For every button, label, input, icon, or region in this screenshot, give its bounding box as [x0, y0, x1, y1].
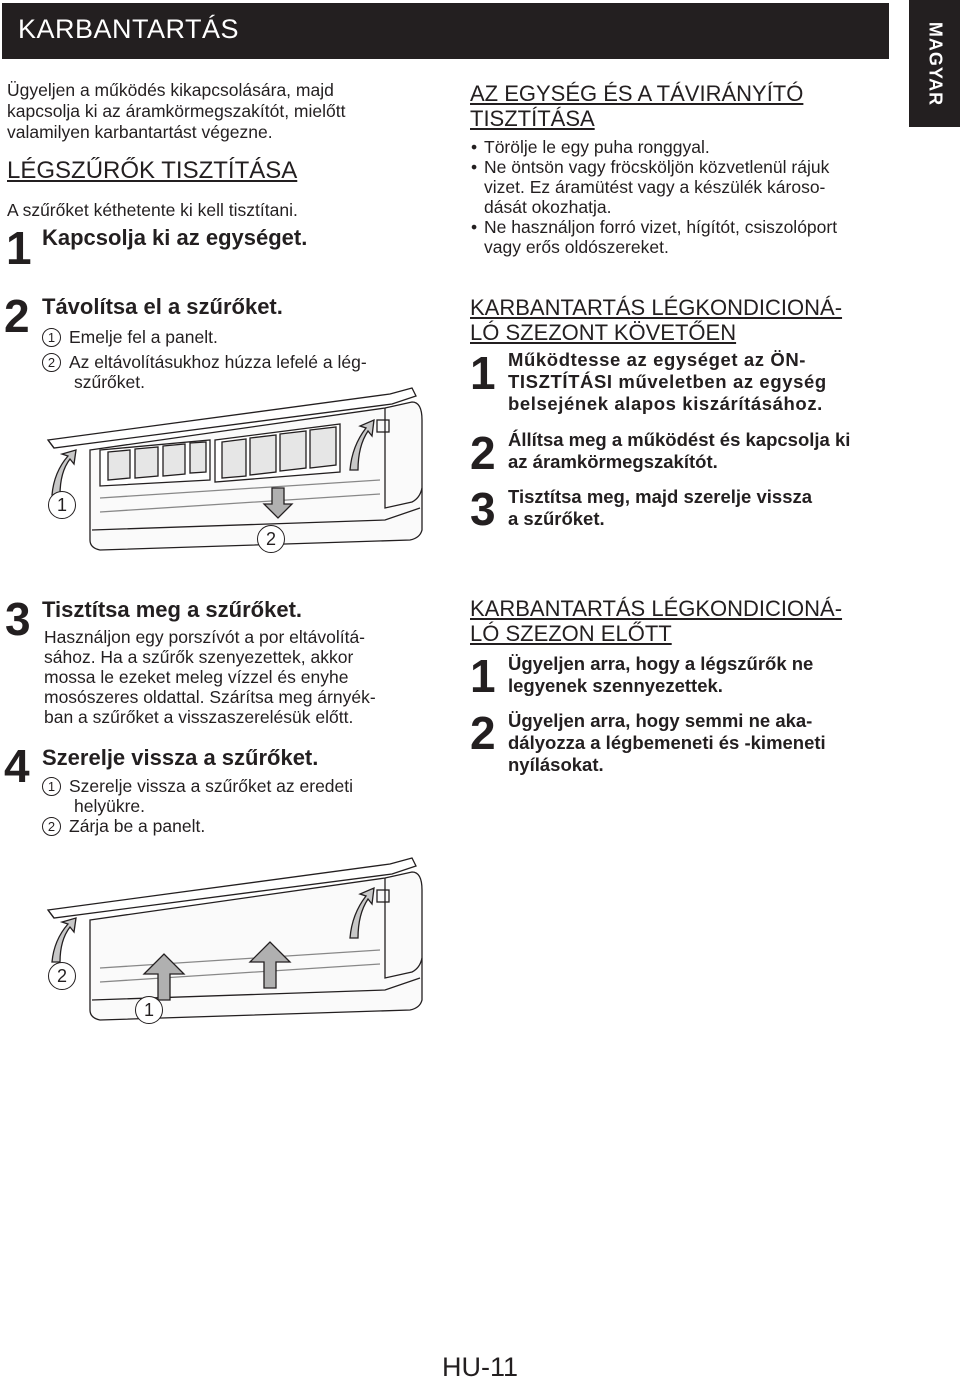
unit-cleaning-list	[484, 137, 894, 257]
substep-text: szűrőket.	[74, 372, 145, 392]
substep-text: helyükre.	[74, 796, 146, 816]
step-title: Kapcsolja ki az egységet.	[42, 225, 308, 250]
language-label: MAGYAR	[925, 21, 945, 106]
list-item-line: dását okozhatja.	[484, 197, 612, 217]
step-line: Ügyeljen arra, hogy a légszűrők ne	[508, 653, 814, 674]
heading-line: LÓ SZEZONT KÖVETŐEN	[470, 320, 737, 345]
unit-cleaning-heading	[470, 81, 803, 131]
step-marker: 1	[42, 777, 61, 796]
step-title: Szerelje vissza a szűrőket.	[42, 745, 319, 770]
step-line: dályozza a légbemeneti és -kimeneti	[508, 732, 826, 753]
intro-line: valamilyen karbantartást végezne.	[7, 122, 273, 142]
list-item-line: • Ne öntsön vagy fröcsköljön közvetlenül rájuk	[484, 157, 830, 177]
step-marker: 2	[42, 353, 61, 372]
heading-line: AZ EGYSÉG ÉS A TÁVIRÁNYÍTÓ	[470, 81, 804, 106]
list-item	[484, 157, 894, 217]
step-line: belsejének alapos kiszárításához.	[508, 393, 823, 414]
substep-text: Az eltávolításukhoz húzza lefelé a lég-	[69, 352, 367, 372]
list-item-line: vizet. Ez áramütést vagy a készülék károso-	[484, 177, 826, 197]
header-bar	[2, 3, 889, 59]
figure-marker: 1	[135, 996, 163, 1024]
before-step	[508, 653, 893, 697]
step3-line: ban a szűrőket a visszaszerelésük előtt.	[44, 707, 354, 727]
step-number: 3	[470, 483, 495, 535]
list-item	[484, 217, 894, 257]
page-title: KARBANTARTÁS	[18, 14, 240, 44]
step-line: legyenek szennyezettek.	[508, 675, 723, 696]
step-line: TISZTÍTÁSI műveletben az egység	[508, 371, 827, 392]
step-number: 2	[470, 427, 495, 479]
substep-text: Emelje fel a panelt.	[69, 327, 218, 347]
step-line: az áramkörmegszakítót.	[508, 451, 718, 472]
after-season-heading	[470, 295, 842, 345]
substep	[42, 327, 218, 347]
filters-heading: LÉGSZŰRŐK TISZTÍTÁSA	[7, 157, 298, 184]
intro-line: kapcsolja ki az áramkörmegszakítót, mielőtt	[7, 101, 346, 121]
list-item-line: • Ne használjon forró vizet, hígítót, csiszolóport	[484, 217, 838, 237]
step-number: 4	[4, 740, 29, 792]
before-step	[508, 710, 893, 776]
step3-text	[44, 627, 420, 727]
filters-note: A szűrőket kéthetente ki kell tisztítani.	[7, 200, 298, 220]
step-line: Állítsa meg a működést és kapcsolja ki	[508, 429, 851, 450]
figure-marker: 1	[48, 491, 76, 519]
step-line: Ügyeljen arra, hogy semmi ne aka-	[508, 710, 813, 731]
step-number: 1	[470, 347, 495, 399]
step-marker: 1	[42, 328, 61, 347]
step-number: 3	[5, 593, 30, 645]
step-line: Tisztítsa meg, majd szerelje vissza	[508, 486, 813, 507]
step3-line: sához. Ha a szűrők szenyezettek, akkor	[44, 647, 354, 667]
step3-line: mosószeres oldattal. Szárítsa meg árnyék-	[44, 687, 376, 707]
before-season-heading	[470, 596, 842, 646]
heading-line: TISZTÍTÁSA	[470, 106, 595, 131]
step-marker: 2	[42, 817, 61, 836]
step-title: Távolítsa el a szűrőket.	[42, 294, 283, 319]
filter-removal-illustration	[40, 380, 430, 555]
list-item-line: vagy erős oldószereket.	[484, 237, 669, 257]
substep-text: Szerelje vissza a szűrőket az eredeti	[69, 776, 354, 796]
step3-line: mossa le ezeket meleg vízzel és enyhe	[44, 667, 349, 687]
heading-line: LÓ SZEZON ELŐTT	[470, 621, 672, 646]
intro-text	[7, 80, 345, 143]
after-step	[508, 429, 893, 473]
heading-line: KARBANTARTÁS LÉGKONDICIONÁ-	[470, 596, 843, 621]
language-tab	[909, 0, 960, 127]
list-item-line: • Törölje le egy puha ronggyal.	[484, 137, 710, 157]
after-step	[508, 349, 888, 415]
page-number: HU-11	[441, 1352, 519, 1382]
substep	[42, 776, 418, 816]
step-line: a szűrőket.	[508, 508, 605, 529]
filter-install-illustration	[40, 850, 430, 1030]
intro-line: Ügyeljen a működés kikapcsolására, majd	[7, 80, 334, 100]
step-number: 2	[4, 290, 29, 342]
figure-marker: 2	[48, 962, 76, 990]
step-line: nyílásokat.	[508, 754, 604, 775]
step-line: Működtesse az egységet az ÖN-	[508, 349, 807, 370]
step-number: 1	[470, 650, 495, 702]
heading-line: KARBANTARTÁS LÉGKONDICIONÁ-	[470, 295, 843, 320]
figure-marker: 2	[257, 525, 285, 553]
step-title: Tisztítsa meg a szűrőket.	[42, 597, 303, 622]
step-number: 2	[470, 707, 495, 759]
list-item	[484, 137, 894, 157]
substep	[42, 816, 205, 836]
substep-text: Zárja be a panelt.	[69, 816, 206, 836]
step-number: 1	[6, 222, 31, 274]
after-step	[508, 486, 893, 530]
step3-line: Használjon egy porszívót a por eltávolítá-	[44, 627, 365, 647]
